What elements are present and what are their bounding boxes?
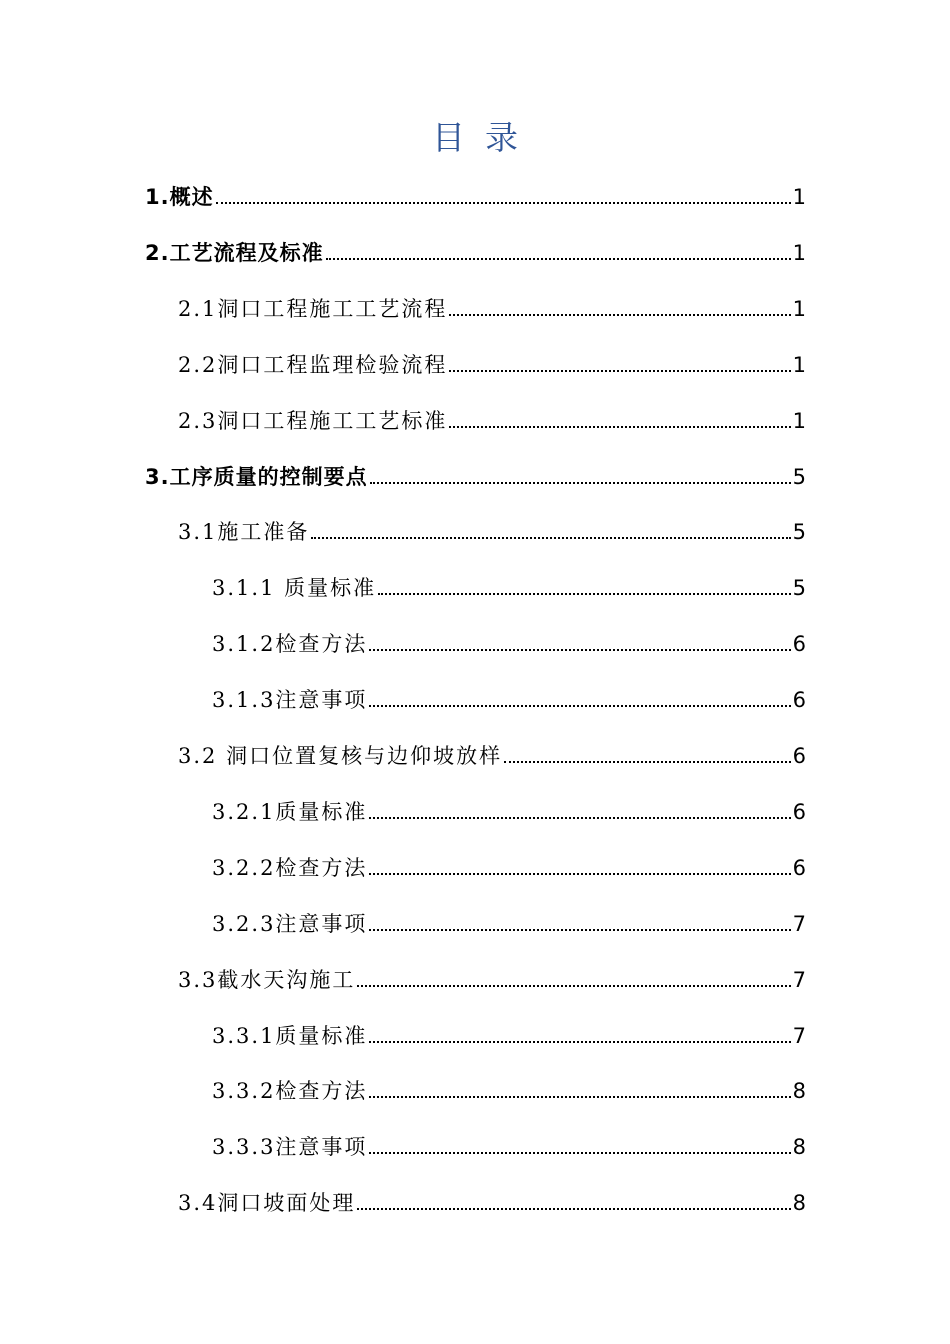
toc-entry-page-number: 1: [792, 240, 806, 265]
toc-entry[interactable]: [212, 897, 806, 937]
toc-entry-page-number: 6: [792, 632, 806, 657]
dot-leader: [357, 985, 790, 987]
toc-entry-page-number: 5: [792, 576, 806, 601]
toc-entry-label: 3.1.1 质量标准: [212, 576, 377, 601]
toc-entry[interactable]: [212, 1064, 806, 1104]
toc-entry[interactable]: [212, 785, 806, 825]
dot-leader: [216, 202, 791, 204]
toc-entry[interactable]: [178, 953, 806, 993]
toc-entry-page-number: 7: [792, 911, 806, 936]
toc-entry[interactable]: [145, 450, 806, 490]
toc-entry-page-number: 6: [792, 855, 806, 880]
toc-entry[interactable]: [178, 729, 806, 769]
toc-entry-page-number: 6: [792, 799, 806, 824]
dot-leader: [504, 761, 791, 763]
dot-leader: [369, 873, 790, 875]
toc-entry-page-number: 1: [792, 352, 806, 377]
dot-leader: [369, 705, 790, 707]
toc-entry-label: 3.1.2检查方法: [212, 632, 368, 657]
toc-entry-label: 2.1洞口工程施工工艺流程: [178, 296, 448, 321]
toc-entry[interactable]: [212, 1120, 806, 1160]
toc-entry-label: 2.工艺流程及标准: [145, 240, 324, 265]
toc-entry-page-number: 1: [792, 185, 806, 209]
dot-leader: [311, 537, 790, 539]
toc-entry-label: 3.2.3注意事项: [212, 911, 368, 936]
toc-entry-label: 3.4洞口坡面处理: [178, 1191, 356, 1216]
dot-leader: [449, 370, 790, 372]
toc-entry[interactable]: [212, 1009, 806, 1049]
toc-entry-page-number: 1: [792, 408, 806, 433]
dot-leader: [378, 593, 791, 595]
toc-entry-label: 3.3.1质量标准: [212, 1023, 368, 1048]
toc-entry-page-number: 8: [792, 1135, 806, 1160]
toc-entry[interactable]: [145, 226, 806, 266]
toc-entry-label: 3.工序质量的控制要点: [145, 464, 368, 489]
toc-entry-label: 3.3.3注意事项: [212, 1135, 368, 1160]
toc-entry-label: 3.2 洞口位置复核与边仰坡放样: [178, 744, 503, 768]
toc-entry-page-number: 7: [792, 967, 806, 992]
dot-leader: [369, 1041, 790, 1043]
dot-leader: [326, 258, 791, 260]
toc-entry[interactable]: [145, 170, 806, 210]
toc-entry-label: 3.2.1质量标准: [212, 799, 368, 824]
toc-entry-page-number: 5: [792, 520, 806, 545]
toc-entry-page-number: 8: [792, 1191, 806, 1216]
dot-leader: [369, 1096, 790, 1098]
toc-entry[interactable]: [178, 1176, 806, 1216]
toc-entry-label: 1.概述: [145, 185, 214, 209]
toc-entry-label: 3.1.3注意事项: [212, 688, 368, 713]
dot-leader: [369, 817, 790, 819]
toc-entry-label: 3.2.2检查方法: [212, 855, 368, 880]
dot-leader: [370, 482, 791, 484]
dot-leader: [369, 1152, 790, 1154]
toc-entry-page-number: 8: [792, 1079, 806, 1104]
toc-entry-label: 3.3截水天沟施工: [178, 967, 356, 992]
dot-leader: [369, 929, 790, 931]
page-title: 目录: [432, 118, 538, 157]
toc-entry[interactable]: [178, 282, 806, 322]
toc-entry-label: 3.3.2检查方法: [212, 1079, 368, 1104]
toc-entry[interactable]: [178, 394, 806, 434]
dot-leader: [449, 426, 790, 428]
toc-entry-page-number: 1: [792, 296, 806, 321]
toc-entry-page-number: 7: [792, 1023, 806, 1048]
toc-entry-page-number: 5: [792, 464, 806, 489]
dot-leader: [369, 649, 790, 651]
dot-leader: [357, 1208, 790, 1210]
toc-entry-label: 2.2洞口工程监理检验流程: [178, 352, 448, 377]
toc-entry-page-number: 6: [792, 744, 806, 768]
toc-entry[interactable]: [212, 841, 806, 881]
dot-leader: [449, 314, 790, 316]
toc-entry[interactable]: [178, 338, 806, 378]
toc-entry-label: 2.3洞口工程施工工艺标准: [178, 408, 448, 433]
toc-entry[interactable]: [212, 561, 806, 601]
toc-entry-label: 3.1施工准备: [178, 520, 310, 545]
toc-entry[interactable]: [212, 617, 806, 657]
toc-entry[interactable]: [178, 505, 806, 545]
toc-entry-page-number: 6: [792, 688, 806, 713]
toc-entry[interactable]: [212, 673, 806, 713]
